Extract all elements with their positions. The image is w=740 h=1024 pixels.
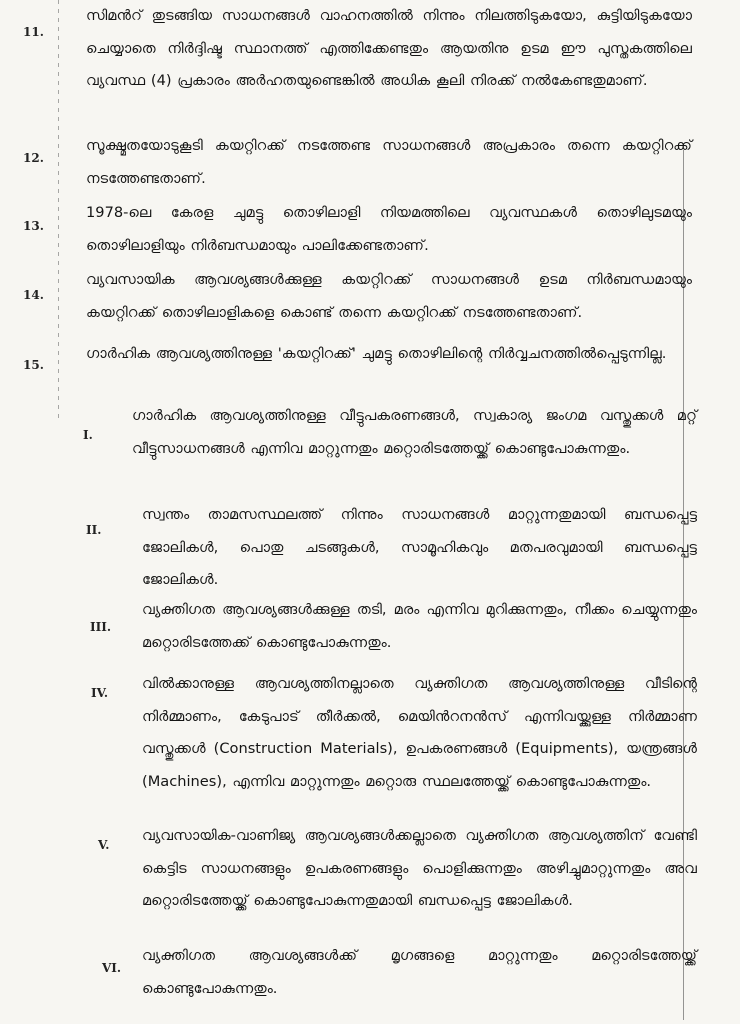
subclause-number: VI. (102, 961, 122, 975)
subclause-number: II. (86, 523, 102, 537)
clause-text: സിമൻറ് തുടങ്ങിയ സാധനങ്ങൾ വാഹനത്തിൽ നിന്നും നിലത്തിടുകയോ, കുട്ടിയിടുകയോ ചെയ്യാതെ നിർദ്ദിഷ്ട സ്ഥാനത്ത് എത്തിക്കേണ്ടതും ആയതിനു ഉടമ ഈ പുസ്തകത്തിലെ വ്യവസ്ഥ (4) പ്രകാരം അർഹതയുണ്ടെങ്കിൽ അധിക കൂലി നിരക്ക് നൽകേണ്ടതുമാണ്. (86, 7, 692, 89)
clause-number: 13. (23, 219, 44, 233)
clause-number: 11. (23, 25, 44, 39)
subclause-number: IV. (91, 686, 109, 700)
clause-number: 15. (23, 358, 44, 372)
subclause-text: വ്യക്തിഗത ആവശ്യങ്ങൾക്കുള്ള തടി, മരം എന്നിവ മുറിക്കുന്നതും, നീക്കം ചെയ്യുന്നതും മറ്റൊരിടത്തേക്ക് കൊണ്ടുപോകുന്നതും. (142, 601, 697, 651)
clause-number: 14. (23, 288, 44, 302)
clause-text: വ്യവസായിക ആവശ്യങ്ങൾക്കുള്ള കയറ്റിറക്ക് സാധനങ്ങൾ ഉടമ നിർബന്ധമായും കയറ്റിറക്ക് തൊഴിലാളികളെ കൊണ്ട് തന്നെ കയറ്റിറക്ക് നടത്തേണ്ടതാണ്. (86, 271, 692, 321)
clause-text: സൂക്ഷ്മതയോടുകൂടി കയറ്റിറക്ക് നടത്തേണ്ട സാധനങ്ങൾ അപ്രകാരം തന്നെ കയറ്റിറക്ക് നടത്തേണ്ടതാണ്. (86, 137, 692, 187)
clause-number: 12. (23, 151, 44, 165)
subclause-text: വിൽക്കാനുള്ള ആവശ്യത്തിനല്ലാതെ വ്യക്തിഗത ആവശ്യത്തിനുള്ള വീടിന്റെ നിർമ്മാണം, കേടുപാട് തീർക്കൽ, മെയിൻറനൻസ് എന്നിവയ്ക്കുള്ള നിർമ്മാണ വസ്തുക്കൾ (Construction Materials), ഉപകരണങ്ങൾ (Equipments), യന്ത്രങ്ങൾ (Machines), എന്നിവ മാറ്റുന്നതും മറ്റൊരു സ്ഥലത്തേയ്ക്ക് കൊണ്ടുപോകുന്നതും. (142, 675, 697, 790)
subclause-number: III. (90, 620, 112, 634)
subclause-number: V. (98, 838, 110, 852)
clause-text: 1978-ലെ കേരള ചുമട്ടു തൊഴിലാളി നിയമത്തിലെ വ്യവസ്ഥകൾ തൊഴിലുടമയും തൊഴിലാളിയും നിർബന്ധമായും പാലിക്കേണ്ടതാണ്. (86, 204, 692, 254)
scan-margin-line-left (58, 0, 59, 420)
subclause-text: ഗാർഹിക ആവശ്യത്തിനുള്ള വീട്ടുപകരണങ്ങൾ, സ്വകാര്യ ജംഗമ വസ്തുക്കൾ മറ്റ് വീട്ടുസാധനങ്ങൾ എന്നിവ മാറ്റുന്നതും മറ്റൊരിടത്തേയ്ക്ക് കൊണ്ടുപോകുന്നതും. (132, 407, 697, 457)
subclause-text: വ്യവസായിക-വാണിജ്യ ആവശ്യങ്ങൾക്കല്ലാതെ വ്യക്തിഗത ആവശ്യത്തിന് വേണ്ടി കെട്ടിട സാധനങ്ങളും ഉപകരണങ്ങളും പൊളിക്കുന്നതും അഴിച്ചുമാറ്റുന്നതും അവ മറ്റൊരിടത്തേയ്ക്ക് കൊണ്ടുപോകുന്നതുമായി ബന്ധപ്പെട്ട ജോലികൾ. (142, 827, 697, 909)
subclause-text: വ്യക്തിഗത ആവശ്യങ്ങൾക്ക് മൃഗങ്ങളെ മാറ്റുന്നതും മറ്റൊരിടത്തേയ്ക്ക് കൊണ്ടുപോകുന്നതും. (142, 947, 697, 997)
subclause-text: സ്വന്തം താമസസ്ഥലത്ത് നിന്നും സാധനങ്ങൾ മാറ്റുന്നതുമായി ബന്ധപ്പെട്ട ജോലികൾ, പൊതു ചടങ്ങുകൾ, സാമൂഹികവും മതപരവുമായി ബന്ധപ്പെട്ട ജോലികൾ. (142, 506, 697, 588)
subclause-number: I. (83, 428, 93, 442)
clause-text: ഗാർഹിക ആവശ്യത്തിനുള്ള 'കയറ്റിറക്ക്' ചുമട്ടു തൊഴിലിന്റെ നിർവ്വചനത്തിൽപ്പെടുന്നില്ല. (86, 345, 667, 362)
